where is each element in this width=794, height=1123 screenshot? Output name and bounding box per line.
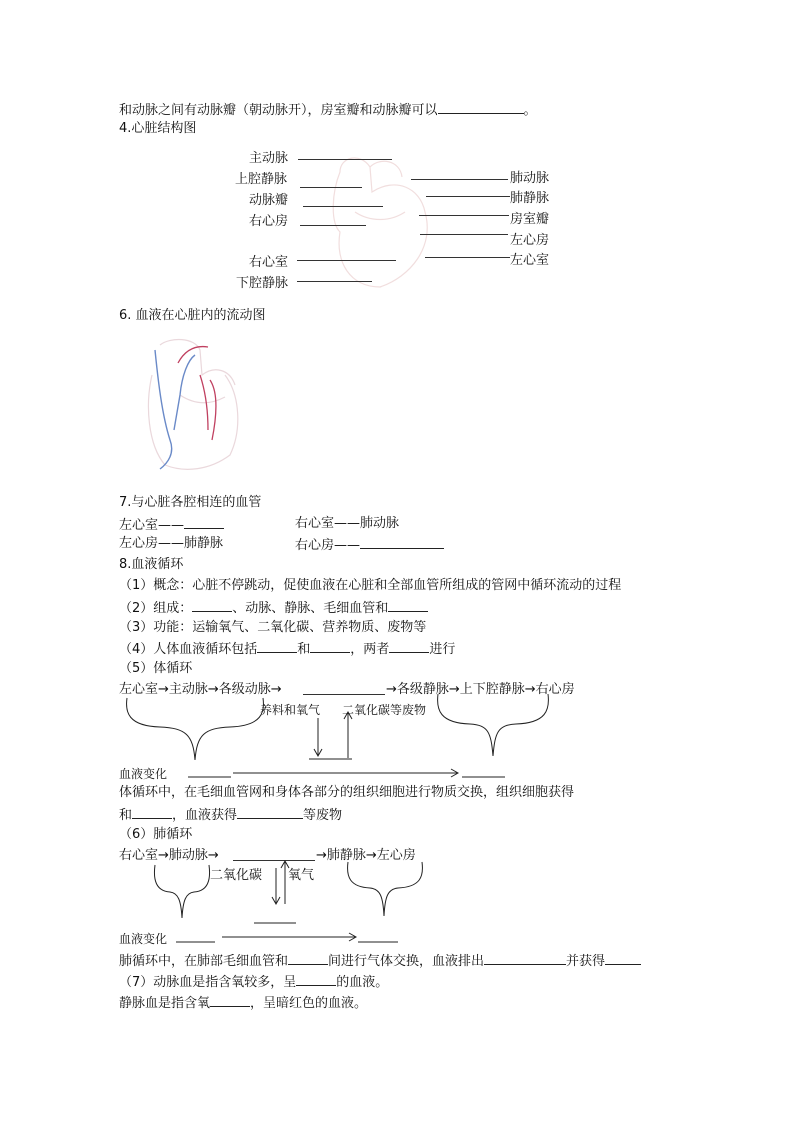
pulmonary-desc: 肺循环中，在肺部毛细血管和 间进行气体交换，血液排出 并获得 bbox=[119, 951, 641, 971]
arterial-blood-def: （7）动脉血是指含氧较多，呈 的血液。 bbox=[119, 972, 388, 992]
label-aorta: 主动脉 bbox=[249, 151, 289, 166]
section-6-title: 6. 血液在心脏内的流动图 bbox=[119, 308, 266, 323]
label-inferior-vena-cava: 下腔静脉 bbox=[236, 276, 289, 291]
la-vessel: 左心房——肺静脉 bbox=[119, 536, 224, 551]
systemic-desc-2: 和 ，血液获得 等废物 bbox=[119, 805, 342, 825]
blank bbox=[210, 993, 250, 1007]
section-8-title: 8.血液循环 bbox=[119, 557, 184, 572]
lv-vessel: 左心室—— bbox=[119, 515, 224, 535]
blood-change-label: 血液变化 bbox=[119, 767, 168, 781]
blank bbox=[484, 951, 566, 965]
top-line: 和动脉之间有动脉瓣（朝动脉开），房室瓣和动脉瓣可以 。 bbox=[119, 100, 537, 120]
pulmonary-chain-right: →肺静脉→左心房 bbox=[316, 848, 416, 863]
pulmonary-title: （6）肺循环 bbox=[119, 827, 193, 842]
composition: （2）组成： 、动脉、静脉、毛细血管和 bbox=[119, 598, 428, 618]
systemic-desc-1: 体循环中，在毛细血管网和身体各部分的组织细胞进行物质交换，组织细胞获得 bbox=[119, 785, 575, 800]
function: （3）功能：运输氧气、二氧化碳、营养物质、废物等 bbox=[119, 620, 427, 635]
label-superior-vena-cava: 上腔静脉 bbox=[235, 172, 288, 187]
label-pulmonary-artery: 肺动脉 bbox=[510, 171, 550, 186]
label-right-atrium: 右心房 bbox=[249, 214, 289, 229]
systemic-chain-right: →各级静脉→上下腔静脉→右心房 bbox=[386, 682, 575, 697]
label-left-atrium: 左心房 bbox=[510, 233, 550, 248]
o2-label: 氧气 bbox=[288, 868, 315, 883]
label-av-valve: 房室瓣 bbox=[510, 212, 550, 227]
label-right-ventricle: 右心室 bbox=[249, 255, 289, 270]
systemic-chain-left: 左心室→主动脉→各级动脉→ bbox=[119, 682, 282, 697]
label-left-ventricle: 左心室 bbox=[510, 253, 550, 268]
systemic-title: （5）体循环 bbox=[119, 661, 193, 676]
rv-vessel: 右心室——肺动脉 bbox=[295, 516, 400, 531]
blank bbox=[605, 951, 641, 965]
blank bbox=[288, 951, 328, 965]
waste-label: 二氧化碳等废物 bbox=[342, 703, 427, 717]
nutrients-label: 养料和氧气 bbox=[260, 703, 321, 717]
label-aortic-valve: 动脉瓣 bbox=[249, 193, 289, 208]
pulmonary-chain-left: 右心室→肺动脉→ bbox=[119, 848, 219, 863]
venous-blood-def: 静脉血是指含氧 ，呈暗红色的血液。 bbox=[119, 993, 367, 1013]
circulation-types: （4）人体血液循环包括 和 ，两者 进行 bbox=[119, 639, 455, 659]
concept: （1）概念：心脏不停跳动，促使血液在心脏和全部血管所组成的管网中循环流动的过程 bbox=[119, 578, 622, 593]
blank bbox=[296, 972, 336, 986]
section-4-title: 4.心脏结构图 bbox=[119, 121, 197, 136]
label-pulmonary-vein: 肺静脉 bbox=[510, 191, 550, 206]
section-7-title: 7.与心脏各腔相连的血管 bbox=[119, 495, 262, 510]
ra-vessel: 右心房—— bbox=[295, 535, 444, 555]
blood-change-label-2: 血液变化 bbox=[119, 932, 168, 946]
co2-label: 二氧化碳 bbox=[210, 868, 263, 883]
